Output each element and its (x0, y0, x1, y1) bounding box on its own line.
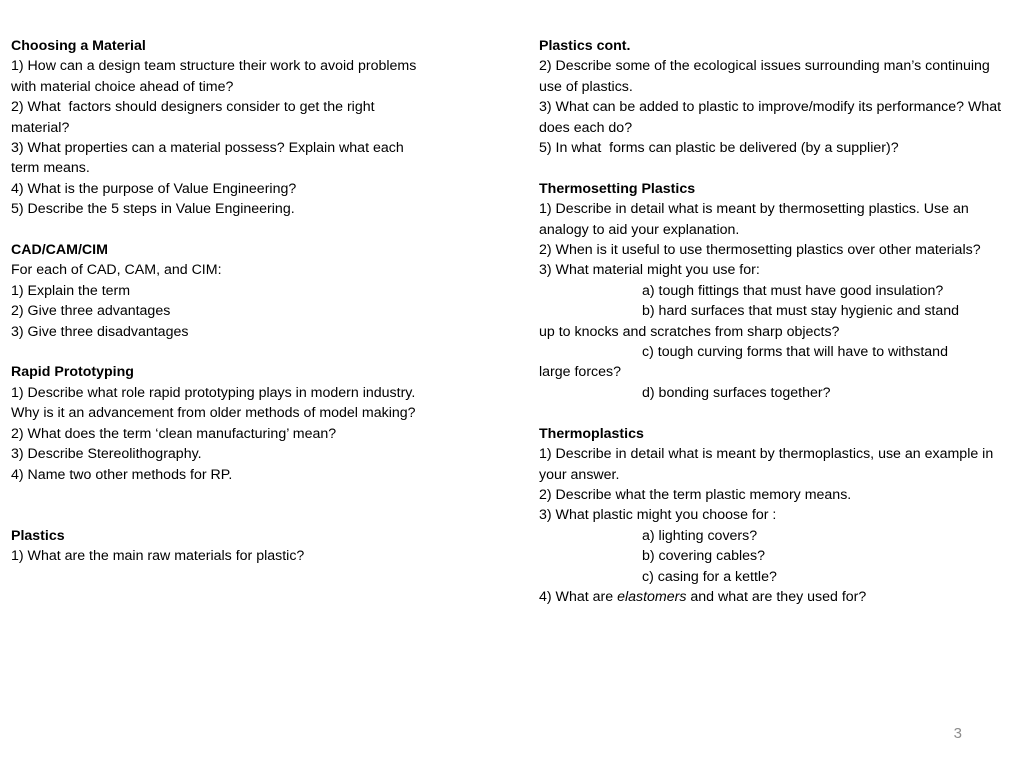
option-a: a) tough fittings that must have good insulation? (642, 282, 944, 299)
question-1: 1) What are the main raw materials for plastic? (11, 548, 305, 565)
section-plastics (11, 526, 431, 567)
question-1: 1) Describe in detail what is meant by thermosetting plastics. Use an analogy to aid your explanation. (539, 201, 973, 238)
question-4: 4) What is the purpose of Value Engineering? (11, 180, 297, 197)
section-spacer (539, 403, 1009, 423)
question-5: 5) In what forms can plastic be delivered (by a supplier)? (539, 140, 899, 157)
option-c: c) tough curving forms that will have to withstand (642, 344, 948, 361)
page-number: 3 (953, 725, 962, 742)
section-thermoplastics (539, 424, 1009, 608)
option-b-continued: up to knocks and scratches from sharp objects? (539, 323, 840, 340)
section-plastics-cont (539, 36, 1009, 158)
section-title: Plastics (11, 527, 65, 544)
option-c: c) casing for a kettle? (642, 568, 777, 585)
section-spacer (11, 342, 431, 362)
section-title: Plastics cont. (539, 38, 631, 54)
option-b: b) hard surfaces that must stay hygienic and stand (642, 303, 960, 320)
section-rapid-prototyping (11, 362, 431, 484)
question-3: 3) What plastic might you choose for : (539, 507, 777, 524)
question-1: 1) Describe what role rapid prototyping plays in modern industry. Why is it an advancement from older methods of model making? (11, 384, 420, 422)
question-1: 1) How can a design team structure their work to avoid problems with material choice ahead of time? (11, 58, 421, 95)
section-cad-cam-cim (11, 240, 431, 342)
question-3: 3) Give three disadvantages (11, 323, 189, 340)
question-4: 4) Name two other methods for RP. (11, 466, 233, 483)
question-3: 3) What properties can a material possess? Explain what each term means. (11, 140, 408, 177)
question-4-emphasis: elastomers (617, 588, 687, 605)
left-column (11, 36, 431, 567)
section-title: Thermosetting Plastics (539, 180, 696, 197)
question-1: 1) Explain the term (11, 282, 131, 299)
section-title: CAD/CAM/CIM (11, 242, 108, 259)
right-column (539, 36, 1009, 607)
question-2: 2) Give three advantages (11, 303, 171, 320)
question-3: 3) What can be added to plastic to improve/modify its performance? What does each do? (539, 99, 1006, 136)
question-2: 2) What factors should designers consider to get the right material? (11, 99, 379, 136)
question-3: 3) What material might you use for: (539, 262, 760, 279)
section-intro: For each of CAD, CAM, and CIM: (11, 262, 222, 279)
question-1: 1) Describe in detail what is meant by thermoplastics, use an example in your answer. (539, 446, 998, 483)
section-title: Rapid Prototyping (11, 364, 134, 381)
option-b: b) covering cables? (642, 548, 766, 565)
section-spacer (11, 485, 431, 526)
section-spacer (11, 220, 431, 240)
option-a: a) lighting covers? (642, 527, 758, 544)
section-thermosetting-plastics (539, 179, 1009, 403)
question-2: 2) Describe what the term plastic memory means. (539, 486, 852, 503)
question-2: 2) Describe some of the ecological issues surrounding man’s continuing use of plastics. (539, 58, 994, 95)
question-4-prefix: 4) What are (539, 588, 618, 605)
question-3: 3) Describe Stereolithography. (11, 446, 202, 463)
section-title: Choosing a Material (11, 38, 146, 54)
option-c-continued: large forces? (539, 364, 622, 381)
question-2: 2) When is it useful to use thermosetting plastics over other materials? (539, 242, 981, 259)
section-spacer (539, 158, 1009, 178)
question-4 (539, 587, 1009, 607)
section-title: Thermoplastics (539, 425, 644, 442)
section-choosing-material (11, 36, 431, 220)
option-d: d) bonding surfaces together? (642, 384, 831, 401)
question-2: 2) What does the term ‘clean manufacturing’ mean? (11, 425, 337, 442)
question-5: 5) Describe the 5 steps in Value Engineering. (11, 201, 295, 218)
question-4-suffix: and what are they used for? (686, 588, 867, 605)
